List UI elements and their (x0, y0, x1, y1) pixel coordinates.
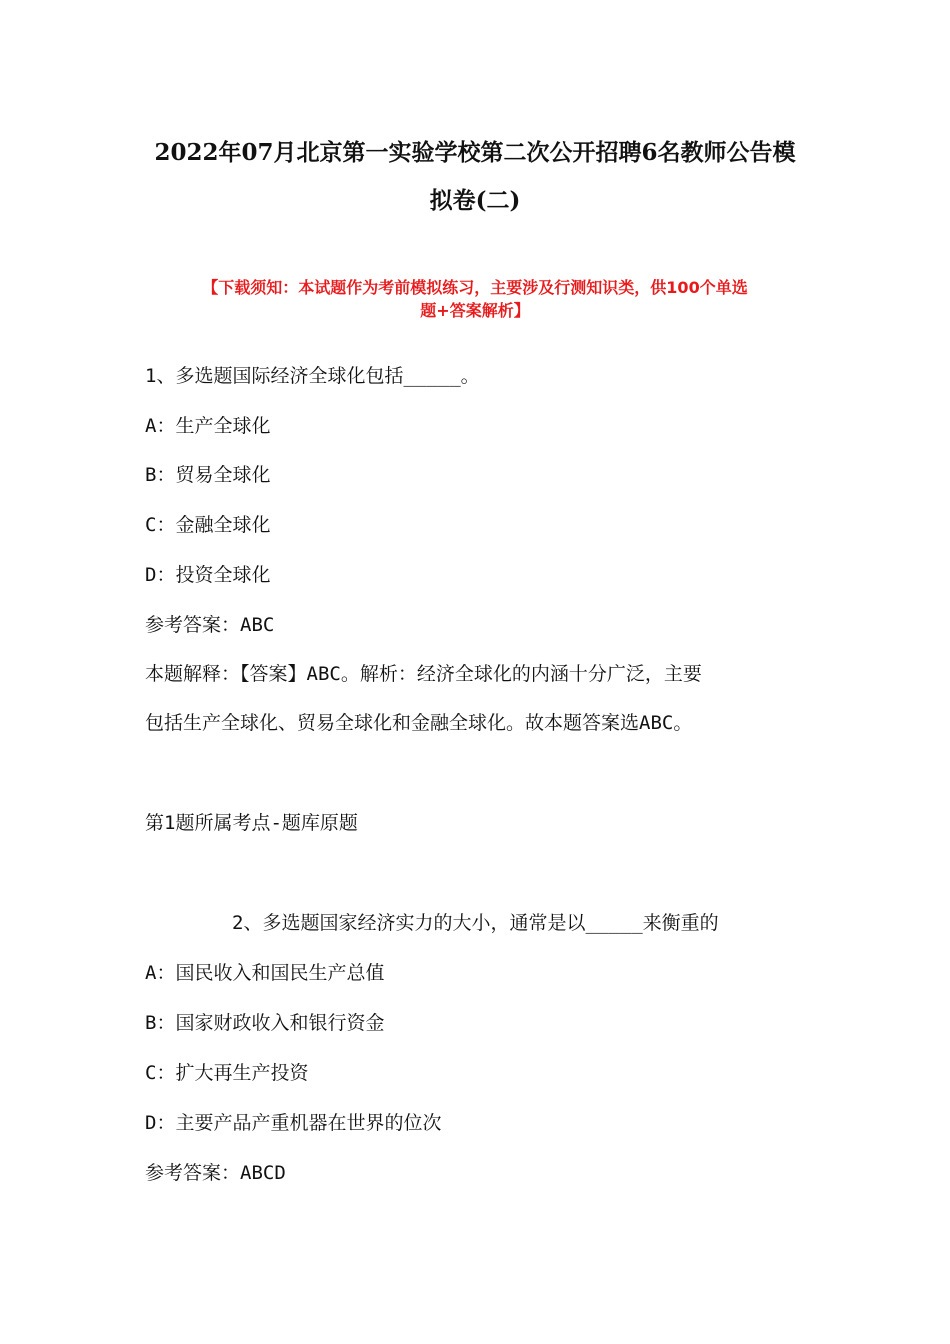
question-text: 1、多选题国际经济全球化包括_____。 (145, 365, 480, 387)
option-b: B：国家财政收入和银行资金 (145, 1012, 385, 1034)
explanation-line-1: 本题解释：【答案】ABC。解析：经济全球化的内涵十分广泛，主要 (145, 663, 702, 685)
option-d: D：主要产品产重机器在世界的位次 (145, 1112, 442, 1134)
document-title-line-2: 拟卷(二) (429, 187, 521, 214)
reference-answer: 参考答案：ABCD (145, 1162, 286, 1184)
question-text: 2、多选题国家经济实力的大小，通常是以_____来衡重的 (232, 912, 719, 934)
document-title-line-1: 2022年07月北京第一实验学校第二次公开招聘6名教师公告模 (154, 139, 796, 166)
download-notice-line-2: 题+答案解析】 (420, 301, 530, 320)
download-notice-line-1: 【下载须知：本试题作为考前模拟练习，主要涉及行测知识类，供100个单选 (202, 278, 748, 297)
option-b: B：贸易全球化 (145, 464, 271, 486)
explanation-line-2: 包括生产全球化、贸易全球化和金融全球化。故本题答案选ABC。 (145, 712, 693, 734)
option-a: A：国民收入和国民生产总值 (145, 962, 385, 984)
option-c: C：金融全球化 (145, 514, 271, 536)
question-category: 第1题所属考点-题库原题 (145, 812, 358, 834)
option-d: D：投资全球化 (145, 564, 271, 586)
option-c: C：扩大再生产投资 (145, 1062, 309, 1084)
option-a: A：生产全球化 (145, 415, 271, 437)
reference-answer: 参考答案：ABC (145, 614, 275, 636)
